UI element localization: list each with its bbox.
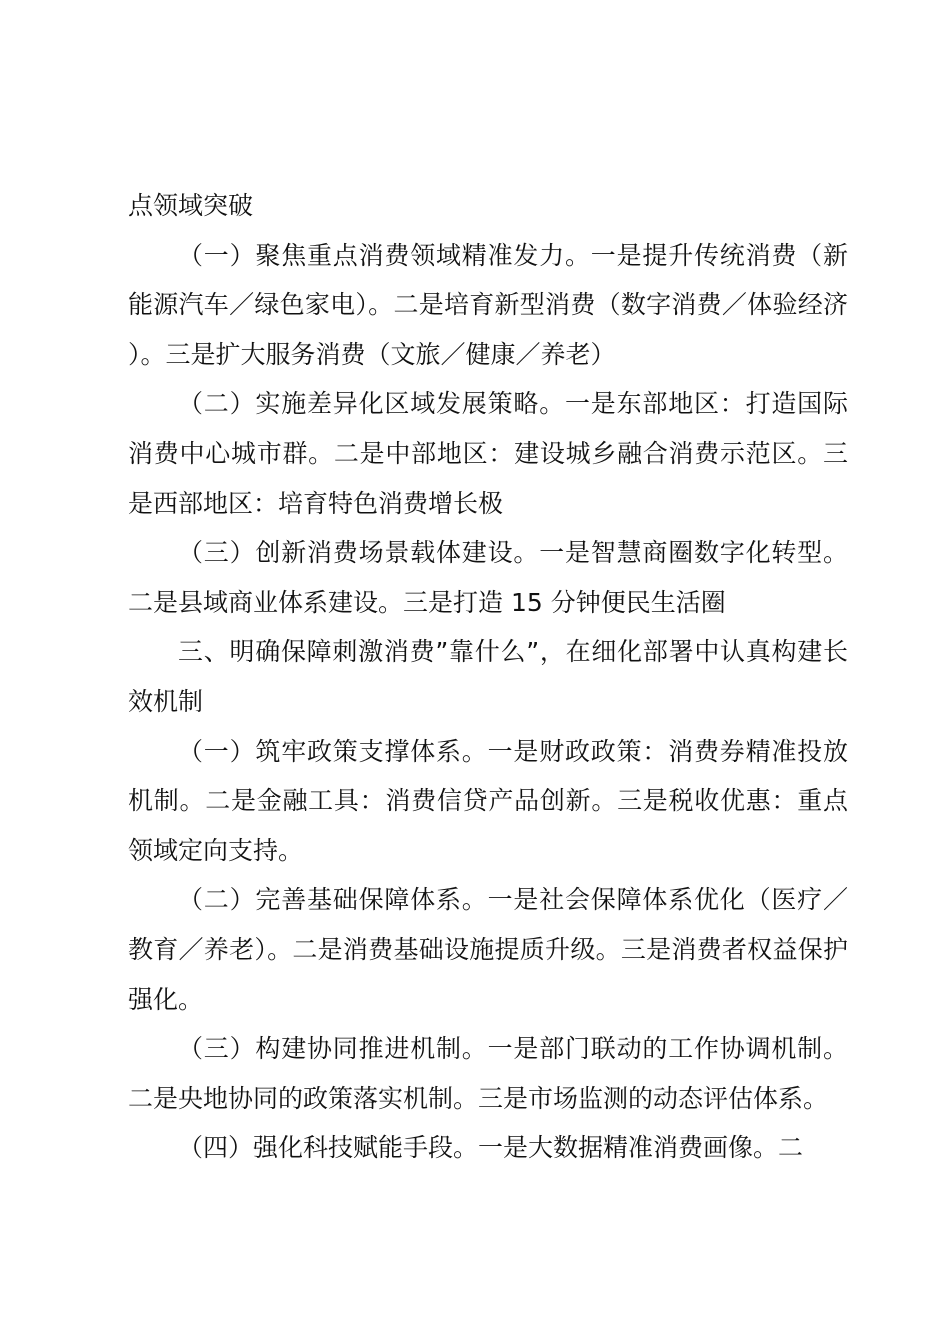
paragraph-technology-empowerment: （四）强化科技赋能手段。一是大数据精准消费画像。二 — [178, 1133, 804, 1163]
paragraph-policy-support: （一）筑牢政策支撑体系。一是财政政策：消费券精准投放机制。二是金融工具：消费信贷产品创新。三是税收优惠：重点领域定向支持。 — [128, 736, 848, 865]
paragraph-consumption-scenes: （三）创新消费场景载体建设。一是智慧商圈数字化转型。二是县域商业体系建设。三是打造 15 分钟便民生活圈 — [128, 538, 848, 617]
paragraph-regional-strategy: （二）实施差异化区域发展策略。一是东部地区：打造国际消费中心城市群。二是中部地区：建设城乡融合消费示范区。三是西部地区：培育特色消费增长极 — [128, 389, 848, 518]
paragraph-basic-guarantee: （二）完善基础保障体系。一是社会保障体系优化（医疗／教育／养老）。二是消费基础设施提质升级。三是消费者权益保护强化。 — [128, 885, 848, 1014]
paragraph-continuation: 点领域突破 — [128, 191, 254, 220]
document-body — [128, 181, 848, 1173]
section-heading-three: 三、明确保障刺激消费”靠什么”，在细化部署中认真构建长效机制 — [128, 637, 848, 716]
paragraph-coordination-mechanism: （三）构建协同推进机制。一是部门联动的工作协调机制。二是央地协同的政策落实机制。三是市场监测的动态评估体系。 — [128, 1034, 848, 1113]
paragraph-consumption-fields: （一）聚焦重点消费领域精准发力。一是提升传统消费（新能源汽车／绿色家电）。二是培育新型消费（数字消费／体验经济）。三是扩大服务消费（文旅／健康／养老） — [128, 240, 848, 369]
